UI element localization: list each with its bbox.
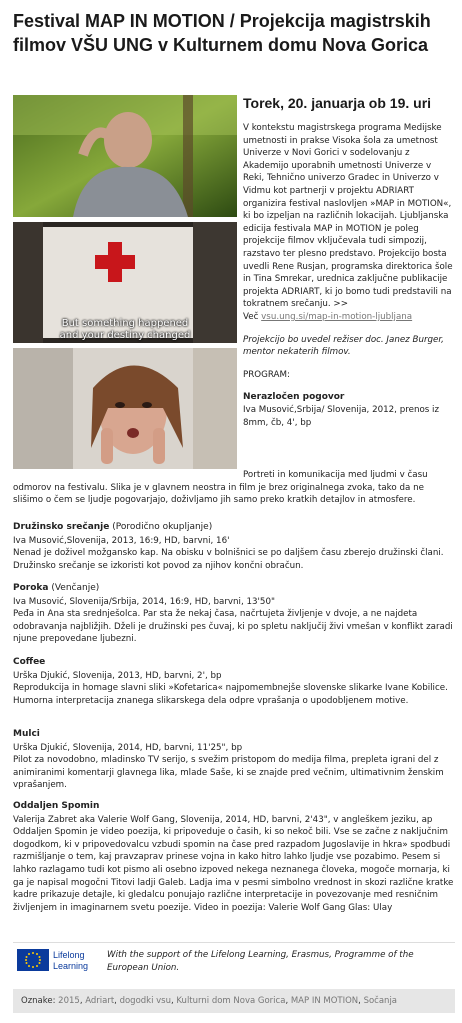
- article-title: Festival MAP IN MOTION / Projekcija magistrskih filmov VŠU UNG v Kulturnem domu Nova Gorica: [13, 11, 431, 55]
- film-item-coffee: [13, 656, 455, 707]
- film-item-poroka: [13, 582, 455, 646]
- film-title: Poroka (Venčanje): [13, 583, 100, 593]
- film-item-nerazlocen: [243, 391, 455, 429]
- film-still-woman[interactable]: [13, 348, 237, 469]
- film-meta: Urška Djukić, Slovenija, 2014, HD, barvni, 11'25", bp: [13, 742, 243, 753]
- tag-link[interactable]: Adriart: [85, 996, 115, 1006]
- film-description: Valerija Zabret aka Valerie Wolf Gang, Slovenija, 2014, HD, barvni, 2'43", v angleškem jeziku, ap Oddaljen Spomin je video poezija, ki pripoveduje o časih, ki so nekoč bili. Vse se začne z naključnim dogodkom, ki v pripovedovalcu vzbudi spomin na čase pred razpadom Jugoslavije in hkra» spodbudi razmišljanje o tem, kaj pravzaprav prinese vojna in kako hitro lahko ljudje vse pozabimo. Pesem si lahko razlagamo tudi kot pismo ali osebno izpoved nekega neznanega človeka, mogoče mornarja, ki ga je napisal mogočni Titovi ladji Galeb. Ladja ima v pesmi simbolno vrednost in skozi različne kratke kadre prikazuje detajle, ki gledalcu ponujajo različne interpretacije in povezovanje med resničnim življenjem in imaginarnem svetu poezije. Video in poezija: Valerie Wolf Gang Glas: Ulay: [13, 814, 454, 913]
- program-label: PROGRAM:: [243, 369, 290, 380]
- film-title: Nerazločen pogovor: [243, 392, 345, 403]
- support-text: With the support of the Lifelong Learning, Erasmus, Programme of the European Union.: [107, 950, 414, 973]
- eu-flag-icon: [17, 949, 49, 971]
- film-desc-nerazlocen-block: [13, 469, 455, 507]
- support-footer: [13, 942, 455, 978]
- tag-link[interactable]: Sočanja: [363, 996, 398, 1006]
- subtitle-line-1: But something happened: [61, 318, 189, 329]
- film-meta: Iva Musović, Slovenija/Srbija, 2014, 16:9, HD, barvni, 13'50": [13, 596, 275, 607]
- film-title: Mulci: [13, 729, 40, 739]
- event-date: Torek, 20. januarja ob 19. uri: [243, 95, 432, 111]
- film-meta: Iva Musović,Srbija/ Slovenija, 2012, prenos iz 8mm, čb, 4', bp: [243, 405, 440, 428]
- event-details-column: [243, 95, 455, 429]
- tag-link[interactable]: dogodki vsu: [119, 996, 171, 1006]
- lifelong-learning-text: Lifelong Learning: [53, 950, 89, 971]
- film-still-red-cross[interactable]: [13, 222, 237, 343]
- tag-link[interactable]: Kulturni dom Nova Gorica: [176, 996, 286, 1006]
- film-title: Oddaljen Spomin: [13, 801, 100, 811]
- film-description: Pilot za novodobno, mladinsko TV serijo, s svežim pristopom do medija filma, prepleta igrani del z animiranimi komentarji glavnega lika, mlade Saše, ki se znajde pred večnim, ultimativnim ženskim vprašanjem.: [13, 755, 444, 791]
- film-description: Portreti in komunikacija med ljudmi v času odmorov na festivalu. Slika je v glavnem neostra in film je brez originalnega zvoka, tako da ne slišimo o čem se ljudje pogovarjajo, doživljamo jih samo preko kratkih detajlov in atmosfere.: [13, 470, 428, 506]
- film-item-oddaljen-spomin: [13, 800, 455, 914]
- tags-bar: Oznake: 2015, Adriart, dogodki vsu, Kulturni dom Nova Gorica, MAP IN MOTION, Sočanja: [13, 989, 455, 1013]
- subtitle-overlay: [13, 318, 237, 342]
- film-description: Reprodukcija in homage slavni sliki »Kofetarica« najpomembnejše slovenske slikarke Ivane Kobilice. Humorna interpretacija znanega slikarskega dela odpre vprašanja o upodobljenem motive.: [13, 683, 448, 706]
- film-description: Nenad je doživel možgansko kap. Na obisku v bolnišnici se po daljšem času zberejo družinski člani. Družinsko srečanje se izkoristi kot povod za njihov končni obračun.: [13, 548, 444, 571]
- tags-label: Oznake:: [21, 996, 59, 1006]
- tag-link[interactable]: MAP IN MOTION: [290, 996, 359, 1006]
- tag-link[interactable]: 2015: [58, 996, 80, 1006]
- film-meta: Iva Musović,Slovenija, 2013, 16:9, HD, barvni, 16': [13, 535, 230, 546]
- intro-note: Projekcijo bo uvedel režiser doc. Janez Burger, mentor nekaterih filmov.: [243, 334, 444, 358]
- subtitle-line-2: and your destiny changed: [59, 330, 191, 341]
- more-label: Več: [243, 311, 262, 322]
- film-description: Peđa in Ana sta srednješolca. Par sta že nekaj časa, načrtujeta življenje v dvoje, a ne najdeta odobravanja najbližjih. Dželi je družinski pes čuvaj, ki po spletu naključij živi vmešan v konflikt zaradi njune prepovedane ljubezni.: [13, 609, 453, 645]
- woman-photo-image: [13, 348, 237, 469]
- intro-paragraph: [243, 122, 455, 324]
- lifelong-learning-logo: [17, 949, 103, 975]
- film-item-druzinsko: [13, 521, 455, 572]
- more-info-link[interactable]: vsu.ung.si/map-in-motion-ljubljana: [261, 311, 413, 322]
- film-title: Družinsko srečanje (Porodično okupljanje): [13, 522, 213, 532]
- film-still-forest[interactable]: [13, 95, 237, 217]
- film-meta: Urška Djukić, Slovenija, 2013, HD, barvni, 2', bp: [13, 670, 222, 681]
- film-title: Coffee: [13, 657, 46, 667]
- film-item-mulci: [13, 728, 455, 792]
- intro-text: V kontekstu magistrskega programa Medijske umetnosti in prakse Visoka šola za umetnost Univerze v Novi Gorici v sodelovanju z Akademijo uporabnih umetnosti Univerze v Reki, Tehnično univerzo Gradec in Univerzo v Vidmu kot partnerji v projektu ADRIART organizira festival naslovljen »MAP in MOTION«, ki bo izpeljan na različnih lokacijah. Ljubljanska edicija festivala MAP in MOTION je poleg projekcije filmov vključevala tudi simpozij, razstavo ter plesno predstavo. Projekcijo bosta uvedli Rene Rusjan, programska direktorica šole in Tina Smrekar, urednica zaključne publikacije projekta ADRIART, ki jo bomo tudi predstavili na tokratnem srečanju. >>: [243, 123, 453, 310]
- forest-photo-image: [13, 95, 237, 217]
